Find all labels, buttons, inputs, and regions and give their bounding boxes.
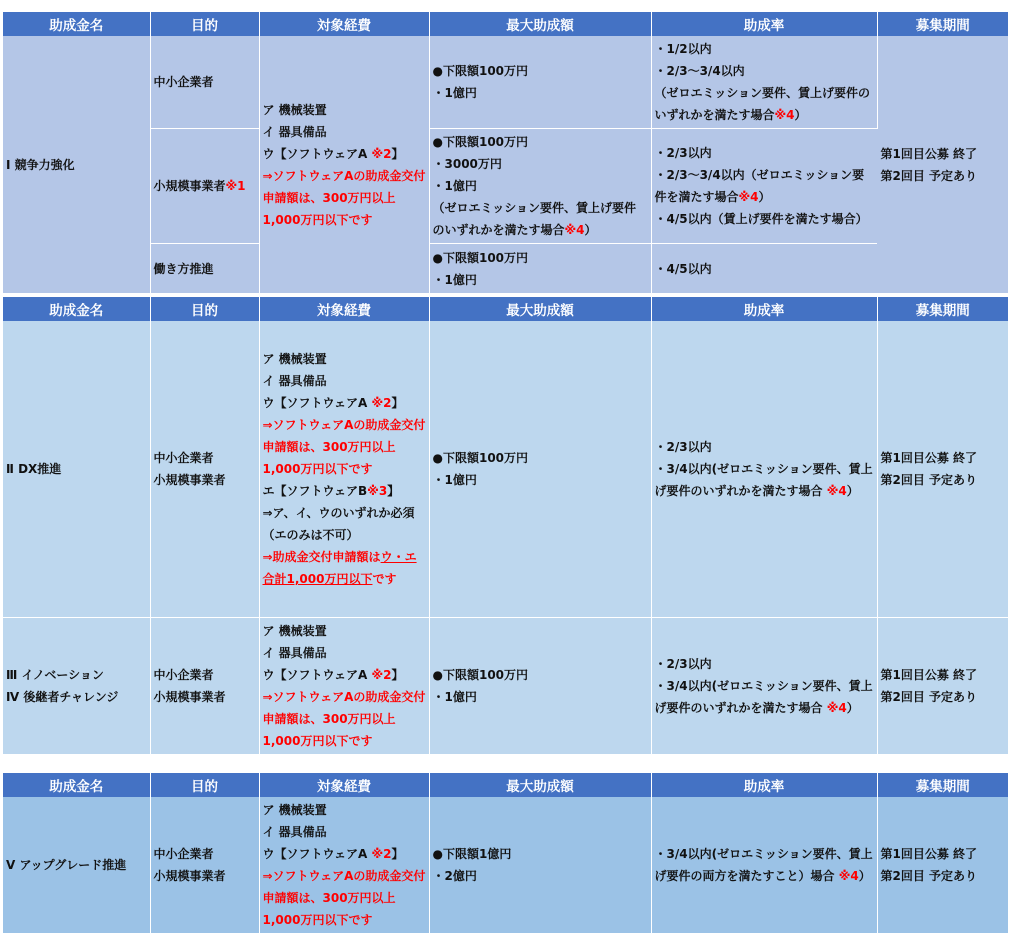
max-amount-line: ・1億円 [432,689,477,704]
rate-line: ・2/3以内 [654,439,712,454]
cost-item-i: イ 器具備品 [262,373,327,388]
header-grant-name: 助成金名 [3,773,150,797]
rate-line: （ゼロエミッション要件、賃上げ要件のいずれかを満たす場合※4） [654,86,871,122]
max-amount-line: （ゼロエミッション要件、賃上げ要件のいずれかを満たす場合※4） [432,201,637,237]
max-amount-cell [429,36,651,129]
max-amount-line: ・1億円 [432,272,477,287]
grant-name-cell [3,321,150,617]
period-line: 第1回目公募 終了 [880,450,978,465]
header-period: 募集期間 [877,773,1008,797]
purpose-cell [150,321,259,617]
note-mark: ※4 [826,483,847,498]
header-purpose: 目的 [150,297,259,321]
header-period: 募集期間 [877,297,1008,321]
max-amount-cell [429,617,651,754]
grant-table-competitiveness [3,12,1008,294]
target-cost-cell [259,36,429,294]
period-line: 第2回目 予定あり [880,869,978,883]
note-mark: ※4 [738,190,759,204]
grant-table-dx-innovation [3,297,1008,755]
note-mark: ※2 [371,847,392,861]
cost-total-limit: ⇒助成金交付申請額はウ・エ合計1,000万円以下です [262,549,417,586]
purpose-line: 中小企業者 [153,450,214,465]
header-target-cost: 対象経費 [259,12,429,36]
grant-name-cell [3,36,150,294]
table-row [3,36,1008,129]
period-cell [877,36,1008,294]
purpose-sme: 中小企業者 [153,75,214,89]
max-amount-line: ●下限額100万円 [432,250,529,265]
target-cost-cell [259,617,429,754]
header-grant-name: 助成金名 [3,297,150,321]
cost-item-e: エ【ソフトウェアB※3】 [262,483,400,498]
max-amount-cell [429,244,651,294]
header-max-amount: 最大助成額 [429,12,651,36]
purpose-cell [150,244,259,294]
table-row [3,617,1008,754]
table-row [3,797,1008,934]
header-subsidy-rate: 助成率 [651,773,877,797]
purpose-cell [150,797,259,934]
header-row [3,12,1008,36]
grant-name: Ⅴ アップグレード推進 [6,858,127,872]
table-row [3,321,1008,617]
cost-warning: ⇒ソフトウェアAの助成金交付申請額は、300万円以上1,000万円以下です [262,689,426,748]
note-mark: ※2 [371,395,392,410]
cost-warning: ⇒ソフトウェアAの助成金交付申請額は、300万円以上1,000万円以下です [262,168,426,227]
cost-item-a: ア 機械装置 [262,623,327,638]
period-line: 第1回目公募 終了 [880,847,978,861]
max-amount-line: ●下限額1億円 [432,847,512,861]
note-mark: ※1 [225,179,246,193]
purpose-line: 小規模事業者 [153,869,226,883]
cost-requirement: ⇒ア、イ、ウのいずれか必須（エのみは不可） [262,505,415,542]
max-amount-line: ●下限額100万円 [432,667,529,682]
subsidy-rate-cell [651,797,877,934]
grant-name: Ⅱ DX推進 [6,461,62,476]
purpose-cell [150,617,259,754]
cost-item-i: イ 器具備品 [262,825,327,839]
purpose-cell [150,36,259,129]
header-row [3,297,1008,321]
note-mark: ※3 [367,483,388,498]
header-row [3,773,1008,797]
max-amount-cell [429,321,651,617]
period-line: 第2回目 予定あり [880,689,978,704]
subsidy-rate-cell [651,36,877,129]
cost-item-a: ア 機械装置 [262,351,327,366]
max-amount-line: ●下限額100万円 [432,64,529,78]
cost-warning: ⇒ソフトウェアAの助成金交付申請額は、300万円以上1,000万円以下です [262,869,426,927]
header-subsidy-rate: 助成率 [651,12,877,36]
header-purpose: 目的 [150,773,259,797]
max-amount-line: ●下限額100万円 [432,135,529,149]
header-subsidy-rate: 助成率 [651,297,877,321]
max-amount-line: ・1億円 [432,472,477,487]
header-target-cost: 対象経費 [259,297,429,321]
max-amount-line: ●下限額100万円 [432,450,529,465]
rate-line: ・4/5以内 [654,261,712,276]
rate-line: ・1/2以内 [654,42,712,56]
subsidy-rate-cell [651,129,877,244]
purpose-line: 小規模事業者 [153,472,226,487]
grant-table-upgrade [3,773,1008,934]
header-grant-name: 助成金名 [3,12,150,36]
max-amount-line: ・1億円 [432,179,477,193]
period-cell [877,321,1008,617]
note-mark: ※2 [371,146,392,161]
cost-item-i: イ 器具備品 [262,124,327,139]
max-amount-cell [429,129,651,244]
max-amount-line: ・1億円 [432,86,477,100]
grant-name-cell [3,797,150,934]
max-amount-line: ・3000万円 [432,157,502,171]
cost-warning: ⇒ソフトウェアAの助成金交付申請額は、300万円以上1,000万円以下です [262,417,426,476]
cost-item-u: ウ【ソフトウェアA ※2】 [262,146,404,161]
period-line: 第1回目公募 終了 [880,146,978,161]
cost-item-a: ア 機械装置 [262,102,327,117]
cost-item-a: ア 機械装置 [262,803,327,817]
rate-line: ・2/3以内 [654,146,712,160]
rate-line: ・4/5以内（賃上げ要件を満たす場合） [654,212,868,226]
cost-item-u: ウ【ソフトウェアA ※2】 [262,847,404,861]
header-target-cost: 対象経費 [259,773,429,797]
cost-item-u: ウ【ソフトウェアA ※2】 [262,395,404,410]
header-purpose: 目的 [150,12,259,36]
purpose-cell [150,129,259,244]
purpose-work-style: 働き方推進 [153,261,214,276]
period-line: 第2回目 予定あり [880,168,978,183]
subsidy-rate-cell [651,321,877,617]
note-mark: ※4 [564,223,585,237]
purpose-small: 小規模事業者※1 [153,179,246,193]
table-row [3,129,1008,244]
period-cell [877,617,1008,754]
grant-name: Ⅲ イノベーション [6,667,104,682]
header-period: 募集期間 [877,12,1008,36]
period-cell [877,797,1008,934]
period-line: 第2回目 予定あり [880,472,978,487]
rate-line: ・2/3～3/4以内 [654,64,745,78]
header-max-amount: 最大助成額 [429,773,651,797]
subsidy-rate-cell [651,617,877,754]
note-mark: ※4 [838,869,859,883]
subsidy-rate-cell [651,244,877,294]
grant-name: Ⅳ 後継者チャレンジ [6,689,119,704]
grant-name: Ⅰ 競争力強化 [6,157,75,172]
note-mark: ※2 [371,667,392,682]
max-amount-line: ・2億円 [432,869,477,883]
grant-name-cell [3,617,150,754]
target-cost-cell [259,797,429,934]
table-row [3,244,1008,294]
purpose-line: 小規模事業者 [153,689,226,704]
max-amount-cell [429,797,651,934]
cost-item-u: ウ【ソフトウェアA ※2】 [262,667,404,682]
rate-line: ・3/4以内(ゼロエミッション要件、賃上げ要件の両方を満たすこと）場合 ※4） [654,847,873,883]
note-mark: ※4 [826,700,847,715]
header-max-amount: 最大助成額 [429,297,651,321]
purpose-line: 中小企業者 [153,847,214,861]
target-cost-cell [259,321,429,617]
rate-line: ・2/3～3/4以内（ゼロエミッション要件を満たす場合※4） [654,168,865,204]
rate-line: ・2/3以内 [654,656,712,671]
rate-line: ・3/4以内(ゼロエミッション要件、賃上げ要件のいずれかを満たす場合 ※4） [654,461,873,498]
period-line: 第1回目公募 終了 [880,667,978,682]
purpose-line: 中小企業者 [153,667,214,682]
rate-line: ・3/4以内(ゼロエミッション要件、賃上げ要件のいずれかを満たす場合 ※4） [654,678,873,715]
cost-item-i: イ 器具備品 [262,645,327,660]
note-mark: ※4 [774,108,795,122]
